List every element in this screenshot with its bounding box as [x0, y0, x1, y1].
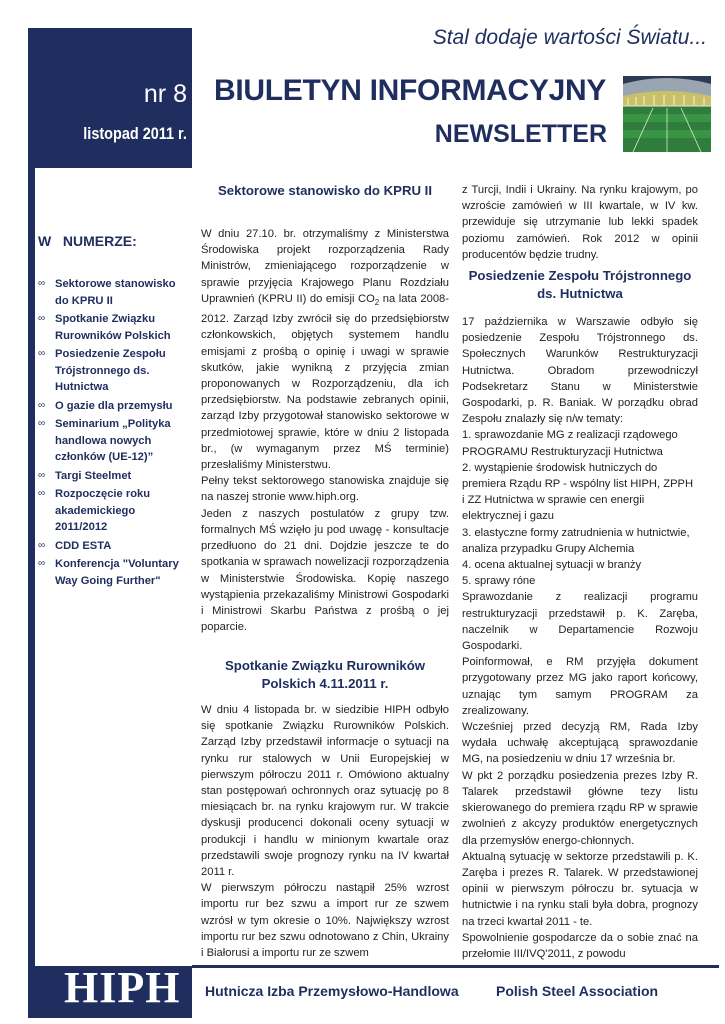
infinity-bullet-icon: ∞: [38, 488, 46, 499]
agenda-item: 1. sprawozdanie MG z realizacji rządowego PROGRAMU Restrukturyzacji Hutnictwa: [462, 429, 678, 458]
infinity-bullet-icon: ∞: [38, 348, 46, 359]
slogan: Stal dodaje wartości Światu...: [432, 26, 707, 49]
newsletter-title: BIULETYN INFORMACYJNY: [214, 74, 607, 107]
toc-item[interactable]: ∞ O gazie dla przemysłu: [38, 398, 188, 415]
footer-rule: [192, 965, 719, 968]
issue-number: nr 8: [143, 80, 187, 108]
infinity-bullet-icon: ∞: [38, 558, 46, 569]
paragraph: Pełny tekst sektorowego stanowiska znajduje się na naszej stronie www.hiph.org.: [201, 475, 449, 504]
issue-date: listopad 2011 r.: [83, 124, 187, 143]
stadium-image: [623, 76, 711, 152]
paragraph: Spowolnienie gospodarcze da o sobie znać na przełomie III/IVQ'2011, z powodu: [462, 931, 698, 960]
paragraph: W pkt 2 porządku posiedzenia prezes Izby R. Talarek przedstawił główne tezy listu skierowanego do premiera rządu RP w sprawie zwolnień z akcyzy produktów energetycznych dla przemysłów energo-chłonnych.: [462, 769, 698, 847]
infinity-bullet-icon: ∞: [38, 313, 46, 324]
toc-item[interactable]: ∞ Konferencja "Voluntary Way Going Further": [38, 558, 179, 587]
table-of-contents: [38, 276, 188, 591]
paragraph: Wcześniej przed decyzją RM, Rada Izby wydała uchwałę akceptującą sprawozdanie MG, na posiedzeniu w dniu 17 września br.: [462, 721, 698, 766]
paragraph: Sprawozdanie z realizacji programu restrukturyzacji przedstawił p. K. Zaręba, naczelnik w Departamencie Rozwoju Gospodarki.: [462, 591, 698, 653]
toc-item[interactable]: ∞ Seminarium „Polityka handlowa nowych członków (UE-12)”: [38, 418, 171, 463]
infinity-bullet-icon: ∞: [38, 418, 46, 429]
paragraph: W dniu 4 listopada br. w siedzibie HIPH odbyło się spotkanie Związku Rurowników Polskich. Zarząd Izby przedstawił informacje o sytuacji na rynku rur stalowych w Unii Europejskiej w pierwszym półroczu 2011 r. Omówiono aktualny stan postępowań ochronnych oraz sytuację po 8 miesiącach br. na rynku krajowym rur. W trakcie dyskusji producenci dokonali oceny sytuacji w produkcji i handlu w minionym kwartale oraz przedstawili swoje prognozy rynku na IV kwartał 2011 r.: [201, 704, 449, 879]
infinity-bullet-icon: ∞: [38, 399, 46, 411]
agenda-item: 3. elastyczne formy zatrudnienia w hutnictwie, analiza przypadku Grupy Alchemia: [462, 526, 690, 555]
agenda-item: 5. sprawy róne: [462, 575, 536, 588]
footer-org-english: Polish Steel Association: [496, 983, 659, 999]
agenda-item: 4. ocena aktualnej sytuacji w branży: [462, 559, 642, 572]
paragraph: Jeden z naszych postulatów z grupy tzw. formalnych MŚ wzięło ju pod uwagę - konsultacje przedłuono do 21 dni. Dojdzie jeszcze te do spotkania w sprawach nowelizacji rozporządzenia w Ministerstwie Środowiska. Kopię naszego wystąpienia przekazaliśmy Ministrowi Gospodarki i Ministrowi Skarbu Państwa z prośbą o jej poparcie.: [201, 507, 449, 634]
article-body-rurownicy-cont: [462, 182, 698, 263]
toc-item[interactable]: ∞ Posiedzenie Zespołu Trójstronnego ds. Hutnictwa: [38, 348, 166, 393]
left-border-bar: [28, 168, 35, 968]
article-body-kpru: [201, 226, 449, 635]
paragraph: W pierwszym półroczu nastąpił 25% wzrost importu rur bez szwu a import rur ze szwem wzrósł w tym okresie o 10%. Największy wzrost importu rur bez szwu odnotowano z Chin, Ukrainy i Białorusi a importu rur ze szwem: [201, 882, 449, 960]
infinity-bullet-icon: ∞: [38, 539, 46, 551]
toc-item[interactable]: ∞ CDD ESTA: [38, 538, 188, 555]
agenda-item: 2. wystąpienie środowisk hutniczych do premiera Rządu RP - wspólny list HIPH, ZPPH i ZZ Hutnictwa w sprawie cen energii elektrycznej i gazu: [462, 461, 694, 523]
paragraph: 17 października w Warszawie odbyło się posiedzenie Zespołu Trójstronnego ds. Społecznych Warunków Restrukturyzacji Hutnictwa. Obradom przewodniczył Podsekretarz Stanu w Ministerstwie Gospodarki, p. R. Baniak. W porządku obrad Zespołu znalazły się n/w tematy:: [462, 316, 698, 426]
article-body-zespol: [462, 314, 698, 962]
paragraph: Aktualną sytuację w sektorze przedstawili p. K. Zaręba i prezes R. Talarek. W przedstawionej opinii w pierwszym półroczu br. sytuacja w hutnictwie i na rynku stali była dobra, prognozy na trzeci kwartał 2011 - te.: [462, 850, 698, 928]
toc-item[interactable]: ∞ Sektorowe stanowisko do KPRU II: [38, 278, 176, 307]
paragraph: z Turcji, Indii i Ukrainy. Na rynku krajowym, po wzroście zamówień w III kwartale, w IV kw. przewiduje się utrzymanie lub lekki spadek poziomu zamówień. Rok 2012 w opinii producentów będzie trudny.: [462, 184, 698, 261]
infinity-bullet-icon: ∞: [38, 469, 46, 481]
article-body-rurownicy: [201, 702, 449, 961]
article-heading-kpru: Sektorowe stanowisko do KPRU II: [218, 183, 432, 198]
footer-org-polish: Hutnicza Izba Przemysłowo-Handlowa: [205, 983, 459, 999]
paragraph: W dniu 27.10. br. otrzymaliśmy z Ministerstwa Środowiska projekt rozporządzenia Rady Ministrów, zmieniającego rozporządzenie w sprawie przyjęcia Krajowego Planu Rozdziału Uprawnień (KPRU II) do emisji $CO_2$ na lata 2008-2012. Zarząd Izby zwrócił się do przedsiębiorstw członkowskich, objętych systemem handlu emisjami z prośbą o opinię i uwagi w sprawie skutków, jakie wynikną z przyjęcia zmian proponowanych w Rozporządzeniu, dla ich przedsiębiorstw. Na podstawie zebranych opinii, zarząd Izby przygotował stanowisko sektorowe w przedmiotowej sprawie, które w dniu 2 listopada br., (w wymaganym przez MŚ terminie) przesłaliśmy Ministerstwu.: [201, 228, 449, 472]
toc-item[interactable]: ∞ Targi Steelmet: [38, 468, 188, 485]
article-heading-zespol: Posiedzenie Zespołu Trójstronnego ds. Hutnictwa: [468, 268, 692, 301]
infinity-bullet-icon: ∞: [38, 278, 46, 289]
newsletter-subtitle: NEWSLETTER: [434, 120, 607, 148]
article-heading-rurownicy: Spotkanie Związku Rurowników Polskich 4.11.2011 r.: [224, 658, 426, 691]
toc-heading: W NUMERZE:: [38, 233, 137, 249]
paragraph: Poinformował, e RM przyjęła dokument przygotowany przez MG jako raport końcowy, uznając tym samym PROGRAM za zrealizowany.: [462, 656, 698, 717]
toc-item[interactable]: ∞ Spotkanie Związku Rurowników Polskich: [38, 313, 171, 342]
hiph-logo: HIPH: [64, 963, 181, 1012]
toc-item[interactable]: ∞ Rozpoczęcie roku akademickiego 2011/2012: [38, 488, 151, 533]
